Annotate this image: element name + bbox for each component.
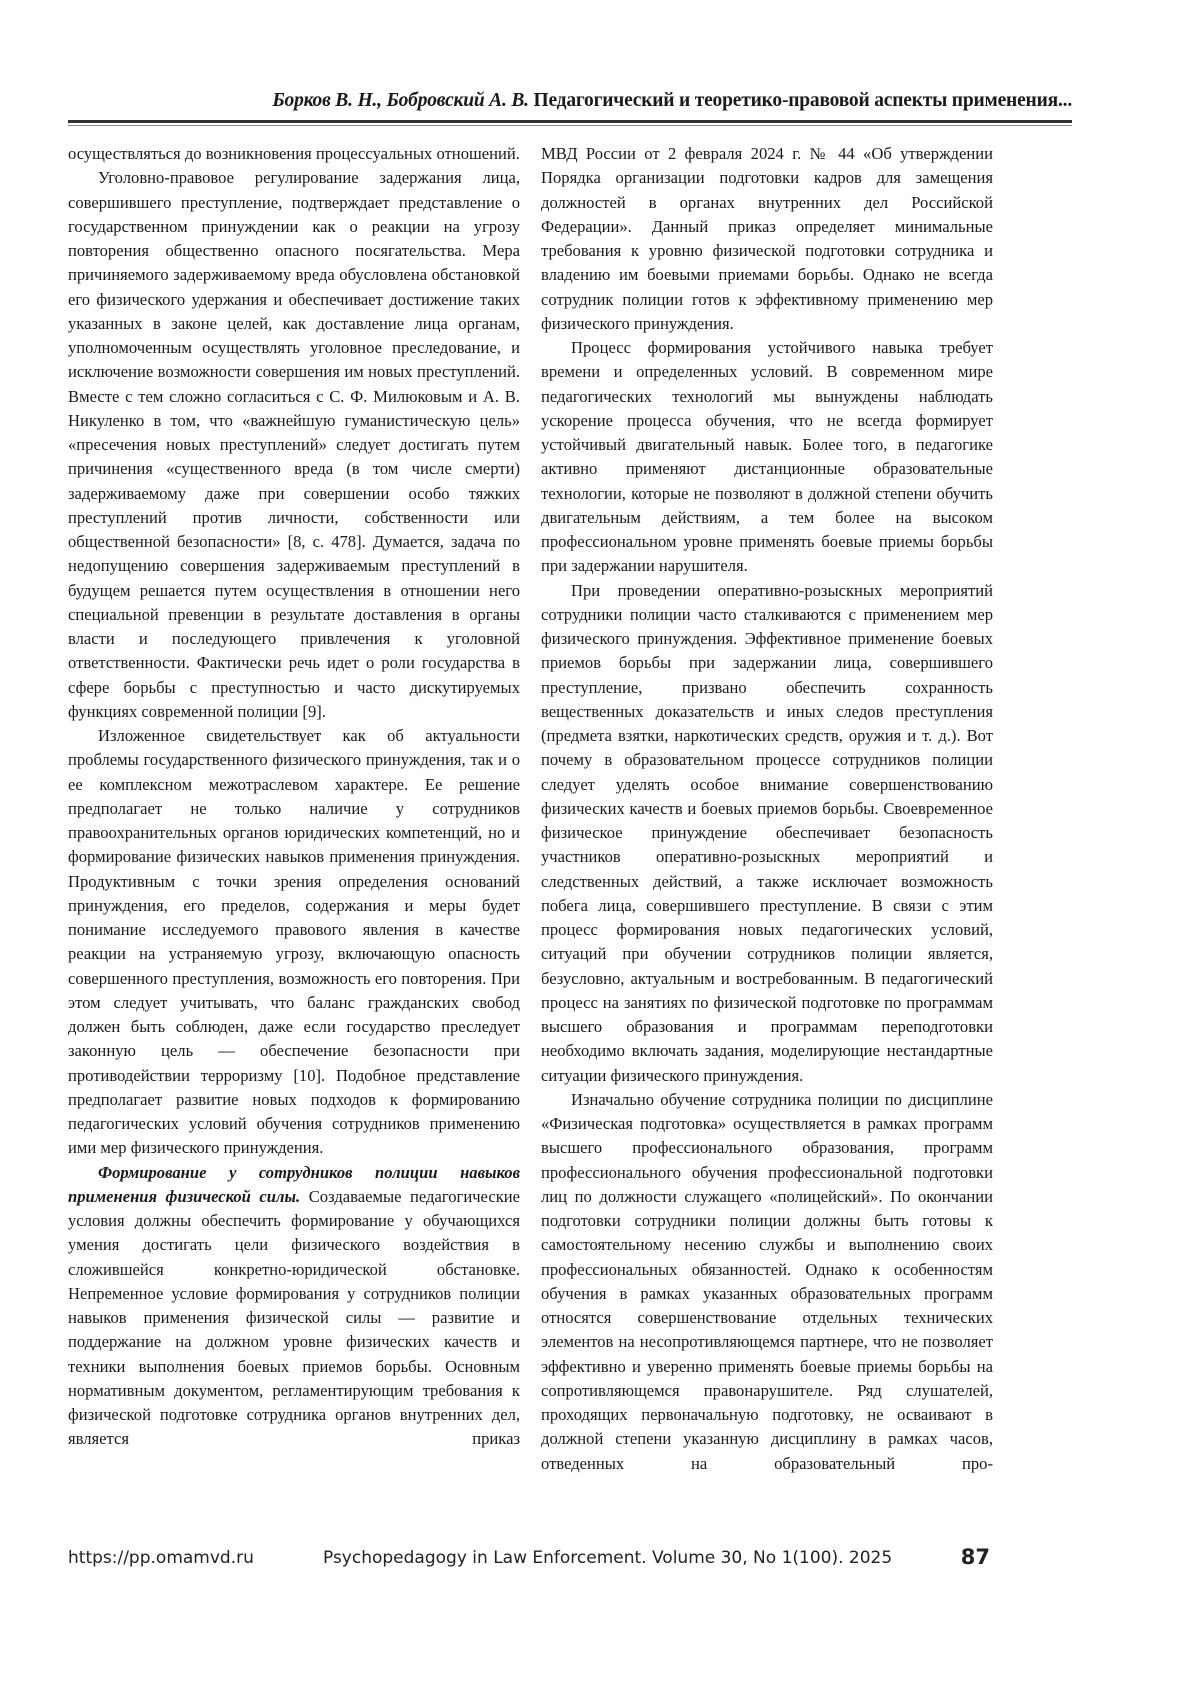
paragraph-with-heading [68, 1161, 520, 1452]
header-authors: Борков В. Н., Бобровский А. В. [272, 90, 529, 111]
header-rule-thin [68, 125, 1072, 126]
paragraph: Процесс формирования устойчивого навыка требует времени и определенных условий. В современном мире педагогических технологий мы вынуждены наблюдать ускорение процесса обучения, что не всегда формирует устойчивый двигательный навык. Более того, в педагогике активно применяют дистанционные образовательные технологии, которые не позволяют в должной степени обучить двигательным действиям, а тем более на высоком профессиональном уровне применять боевые приемы борьбы при задержании нарушителя. [541, 338, 993, 576]
section-heading: Формирование у сотрудников полиции навыков применения физической силы. [68, 1162, 520, 1206]
paragraph: Уголовно-правовое регулирование задержания лица, совершившего преступление, подтверждает представление о государственном принуждении как о реакции на угрозу повторения общественно опасного посягательства. Мера причиняемого задерживаемому вреда обусловлена обстановкой его физического удержания и обеспечивает достижение таких указанных в законе целей, как доставление лица органам, уполномоченным осуществлять уголовное преследование, и исключение возможности совершения им новых преступлений. Вместе с тем сложно согласиться с С. Ф. Милюковым и А. В. Никуленко в том, что «важнейшую гуманистическую цель» «пресечения новых преступлений» следует достигать путем причинения «существенного вреда (в том числе смерти) задерживаемому даже при совершении особо тяжких преступлений против личности, собственности или общественной безопасности» [8, с. 478]. Думается, задача по недопущению совершения задерживаемым преступлений в будущем решается путем осуществления в отношении него специальной превенции в результате доставления в органы власти и последующего привлечения к уголовной ответственности. Фактически речь идет о роли государства в сфере борьбы с преступностью и часто дискутируемых функциях современной полиции [9]. [68, 168, 520, 721]
page-footer [68, 1545, 990, 1578]
paragraph: Изначально обучение сотрудника полиции по дисциплине «Физическая подготовка» осуществляется в рамках программ высшего профессионального образования, программ профессионального обучения профессиональной подготовки лиц по должности служащего «полицейский». По окончании подготовки сотрудники полиции должны быть готовы к самостоятельному несению службы и выполнению своих профессиональных обязанностей. Однако к особенностям обучения в рамках указанных образовательных программ относятся совершенствование отдельных технических элементов на несопротивляющемся партнере, что не позволяет эффективно и уверенно применять боевые приемы борьбы на сопротивляющемся правонарушителе. Ряд слушателей, проходящих первоначальную подготовку, не осваивают в должной степени указанную дисциплину в рамках часов, отведенных на образовательный про- [541, 1089, 993, 1473]
paragraph: При проведении оперативно-розыскных мероприятий сотрудники полиции часто сталкиваются с применением мер физического принуждения. Эффективное применение боевых приемов борьбы при задержании лица, совершившего преступление, призвано обеспечить сохранность вещественных доказательств и иных следов преступления (предмета взятки, наркотических средств, оружия и т. д.). Вот почему в образовательном процессе сотрудников полиции следует уделять особое внимание совершенствованию физических качеств и боевых приемов борьбы. Своевременное физическое принуждение обеспечивает безопасность участников оперативно-розыскных мероприятий и следственных действий, а также исключает возможность побега лица, совершившего преступление. В связи с этим процесс формирования новых педагогических условий, ситуаций при обучении сотрудников полиции является, безусловно, актуальным и востребованным. В педагогический процесс на занятиях по физической подготовке по программам высшего образования и программам переподготовки необходимо включать задания, моделирующие нестандартные ситуации физического принуждения. [541, 580, 993, 1085]
right-column [541, 142, 993, 1476]
paragraph: МВД России от 2 февраля 2024 г. № 44 «Об утверждении Порядка организации подготовки кадров для замещения должностей в органах внутренних дел Российской Федерации». Данный приказ определяет минимальные требования к уровню физической подготовки сотрудника и владению им боевыми приемами борьбы. Однако не всегда сотрудник полиции готов к эффективному применению мер физического принуждения. [541, 144, 993, 333]
journal-url-link[interactable]: https://pp.omamvd.ru [68, 1548, 254, 1568]
journal-citation: Psychopedagogy in Law Enforcement. Volume 30, No 1(100). 2025 [323, 1548, 893, 1568]
header-rule [68, 120, 1072, 123]
running-header [68, 90, 1072, 112]
left-column [68, 142, 520, 1452]
paragraph: Изложенное свидетельствует как об актуальности проблемы государственного физического принуждения, так и о ее комплексном межотраслевом характере. Ее решение предполагает не только наличие у сотрудников правоохранительных органов юридических компетенций, но и формирование физических навыков применения принуждения. Продуктивным с точки зрения определения оснований принуждения, его пределов, содержания и меры будет понимание исследуемого правового явления в качестве реакции на устраняемую угрозу, включающую опасность совершенного преступления, возможность его повторения. При этом следует учитывать, что баланс гражданских свобод должен быть соблюден, даже если государство преследует законную цель — обеспечение безопасности при противодействии терроризму [10]. Подобное представление предполагает развитие новых подходов к формированию педагогических условий обучения сотрудников применению ими мер физического принуждения. [68, 726, 520, 1158]
page-number: 87 [960, 1545, 990, 1569]
header-title: Педагогический и теоретико-правовой аспекты применения... [533, 90, 1072, 111]
paragraph: осуществляться до возникновения процессуальных отношений. [68, 144, 520, 163]
paragraph-text: Создаваемые педагогические условия должны обеспечить формирование у обучающихся умения достигать цели физического воздействия в сложившейся конкретно-юридической обстановке. Непременное условие формирования у сотрудников полиции навыков применения физической силы — развитие и поддержание на должном уровне физических качеств и техники выполнения боевых приемов борьбы. Основным нормативным документом, регламентирующим требования к физической подготовке сотрудника органов внутренних дел, является приказ [68, 1186, 520, 1449]
